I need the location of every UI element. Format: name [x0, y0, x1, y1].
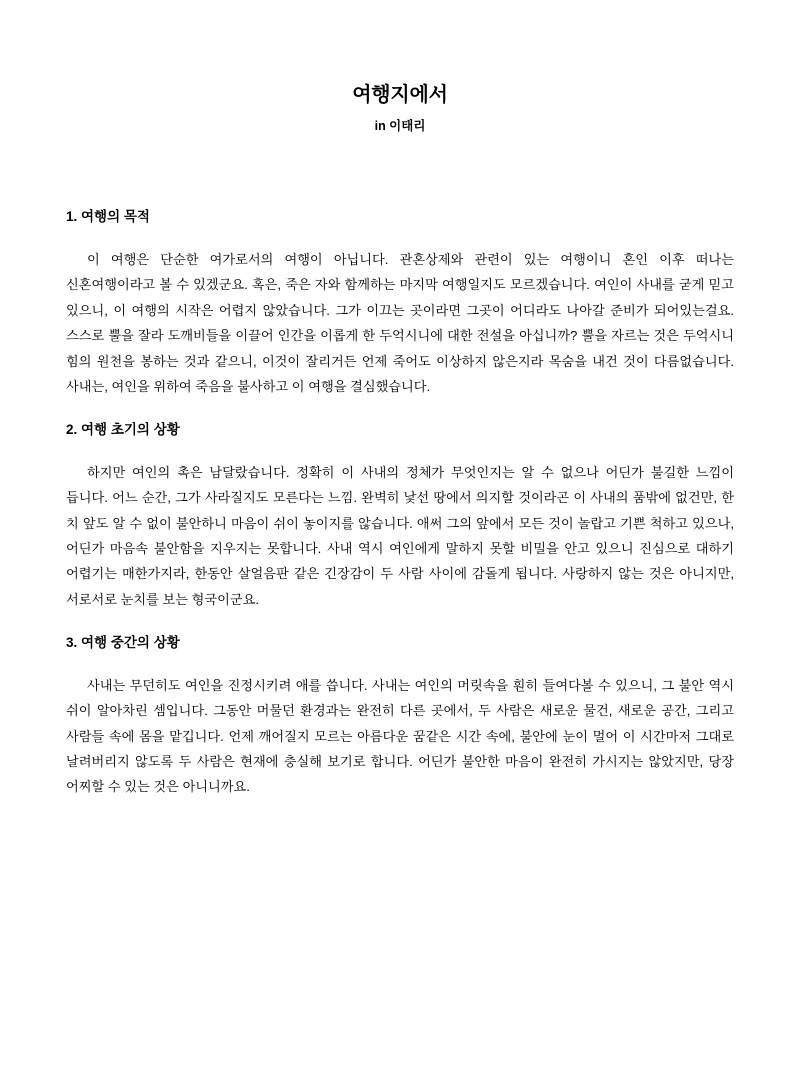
section-body-1: 이 여행은 단순한 여가로서의 여행이 아닙니다. 관혼상제와 관련이 있는 여행이니 혼인 이후 떠나는 신혼여행이라고 볼 수 있겠군요. 혹은, 죽은 자와 함께하는 마지막 여행일지도 모르겠습니다. 여인이 사내를 굳게 믿고 있으니, 이 여행의 시작은 어렵지 않았습니다. 그가 이끄는 곳이라면 그곳이 어디라도 나아갈 준비가 되어있는걸요. 스스로 뿔을 잘라 도깨비들을 이끌어 인간을 이롭게 한 두억시니에 대한 전설을 아십니까? 뿔을 자르는 것은 두억시니 힘의 원천을 봉하는 것과 같으니, 이것이 잘리거든 언제 죽어도 이상하지 않은지라 목숨을 내건 것이 다름없습니다. 사내는, 여인을 위하여 죽음을 불사하고 이 여행을 결심했습니다.: [66, 252, 734, 394]
section-body-3: 사내는 무던히도 여인을 진정시키려 애를 씁니다. 사내는 여인의 머릿속을 훤히 들여다볼 수 있으니, 그 불안 역시 쉬이 알아차린 셈입니다. 그동안 머물던 환경과는 완전히 다른 곳에서, 두 사람은 새로운 물건, 새로운 공간, 그리고 사람들 속에 몸을 맡깁니다. 언제 깨어질지 모르는 아름다운 꿈같은 시간 속에, 불안에 눈이 멀어 이 시간마저 그대로 날려버리지 않도록 두 사람은 현재에 충실해 보기로 합니다. 어딘가 불안한 마음이 완전히 가시지는 않았지만, 당장 어찌할 수 있는 것은 아니니까요.: [66, 678, 734, 795]
document-section-2: [66, 421, 734, 612]
section-heading-3: 3. 여행 중간의 상황: [66, 635, 180, 651]
section-heading-2: 2. 여행 초기의 상황: [66, 422, 180, 438]
section-heading-1: 1. 여행의 목적: [66, 209, 150, 225]
document-section-3: [66, 634, 734, 800]
page-title: 여행지에서: [352, 84, 448, 106]
section-body-2: 하지만 여인의 촉은 남달랐습니다. 정확히 이 사내의 정체가 무엇인지는 알 수 없으나 어딘가 불길한 느낌이 듭니다. 어느 순간, 그가 사라질지도 모른다는 느낌. 완벽히 낯선 땅에서 의지할 것이라곤 이 사내의 품밖에 없건만, 한 치 앞도 알 수 없이 불안하니 마음이 쉬이 놓이지를 않습니다. 애써 그의 앞에서 모든 것이 놀랍고 기쁜 척하고 있으나, 어딘가 마음속 불안함을 지우지는 못합니다. 사내 역시 여인에게 말하지 못할 비밀을 안고 있으니 진심으로 대하기 어렵기는 매한가지라, 한동안 살얼음판 같은 긴장감이 두 사람 사이에 감돌게 됩니다. 사랑하지 않는 것은 아니지만, 서로서로 눈치를 보는 형국이군요.: [66, 465, 734, 607]
page-subtitle: in 이태리: [374, 119, 426, 133]
header-spacer: [66, 134, 734, 208]
document-section-1: [66, 208, 734, 399]
